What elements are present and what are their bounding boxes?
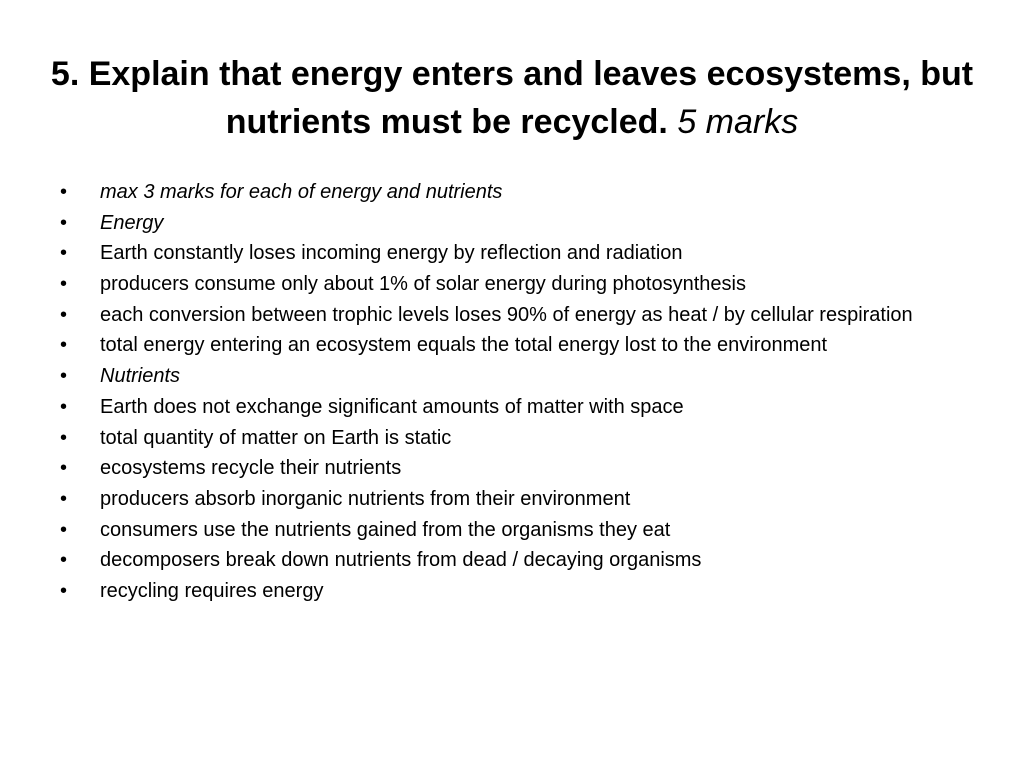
- bullet-text: Earth constantly loses incoming energy by reflection and radiation: [100, 242, 683, 265]
- bullet-text: producers consume only about 1% of solar energy during photosynthesis: [100, 273, 746, 296]
- bullet-item: [56, 395, 986, 419]
- bullet-item: [56, 180, 986, 204]
- bullet-item: [56, 211, 986, 235]
- bullet-list: [56, 180, 986, 610]
- bullet-text: consumers use the nutrients gained from the organisms they eat: [100, 518, 671, 541]
- bullet-text: each conversion between trophic levels loses 90% of energy as heat / by cellular respiration: [100, 303, 913, 326]
- slide-title-main: 5. Explain that energy enters and leaves ecosystems, but nutrients must be recycled.: [50, 55, 974, 141]
- bullet-text: Nutrients: [100, 365, 181, 388]
- bullet-text: Energy: [100, 211, 164, 234]
- bullet-dot: •: [60, 181, 68, 203]
- bullet-dot: •: [60, 211, 68, 234]
- bullet-item: [56, 518, 986, 542]
- bullet-dot: •: [60, 273, 68, 296]
- bullet-dot: •: [60, 579, 68, 602]
- bullet-item: [56, 272, 986, 296]
- bullet-item: [56, 548, 986, 572]
- bullet-item: [56, 456, 986, 480]
- bullet-text: ecosystems recycle their nutrients: [100, 457, 402, 480]
- bullet-text: producers absorb inorganic nutrients from their environment: [100, 487, 631, 510]
- bullet-dot: •: [60, 518, 68, 541]
- bullet-item: [56, 426, 986, 450]
- slide-title-marks: 5 marks: [677, 103, 799, 141]
- bullet-dot: •: [60, 365, 68, 388]
- bullet-text: max 3 marks for each of energy and nutrients: [100, 181, 503, 203]
- bullet-text: recycling requires energy: [100, 579, 324, 602]
- bullet-text: decomposers break down nutrients from dead / decaying organisms: [100, 549, 702, 572]
- bullet-dot: •: [60, 549, 68, 572]
- bullet-item: [56, 579, 986, 603]
- bullet-item: [56, 241, 986, 265]
- bullet-item: [56, 333, 986, 357]
- bullet-text: total quantity of matter on Earth is static: [100, 426, 452, 449]
- bullet-dot: •: [60, 487, 68, 510]
- bullet-dot: •: [60, 303, 68, 326]
- bullet-dot: •: [60, 242, 68, 265]
- bullet-text: Earth does not exchange significant amounts of matter with space: [100, 395, 684, 418]
- bullet-text: total energy entering an ecosystem equals the total energy lost to the environment: [100, 334, 828, 357]
- bullet-item: [56, 487, 986, 511]
- bullet-dot: •: [60, 426, 68, 449]
- bullet-item: [56, 303, 986, 327]
- bullet-dot: •: [60, 395, 68, 418]
- bullet-dot: •: [60, 334, 68, 357]
- bullet-dot: •: [60, 457, 68, 480]
- bullet-item: [56, 364, 986, 388]
- slide-title: [40, 50, 984, 146]
